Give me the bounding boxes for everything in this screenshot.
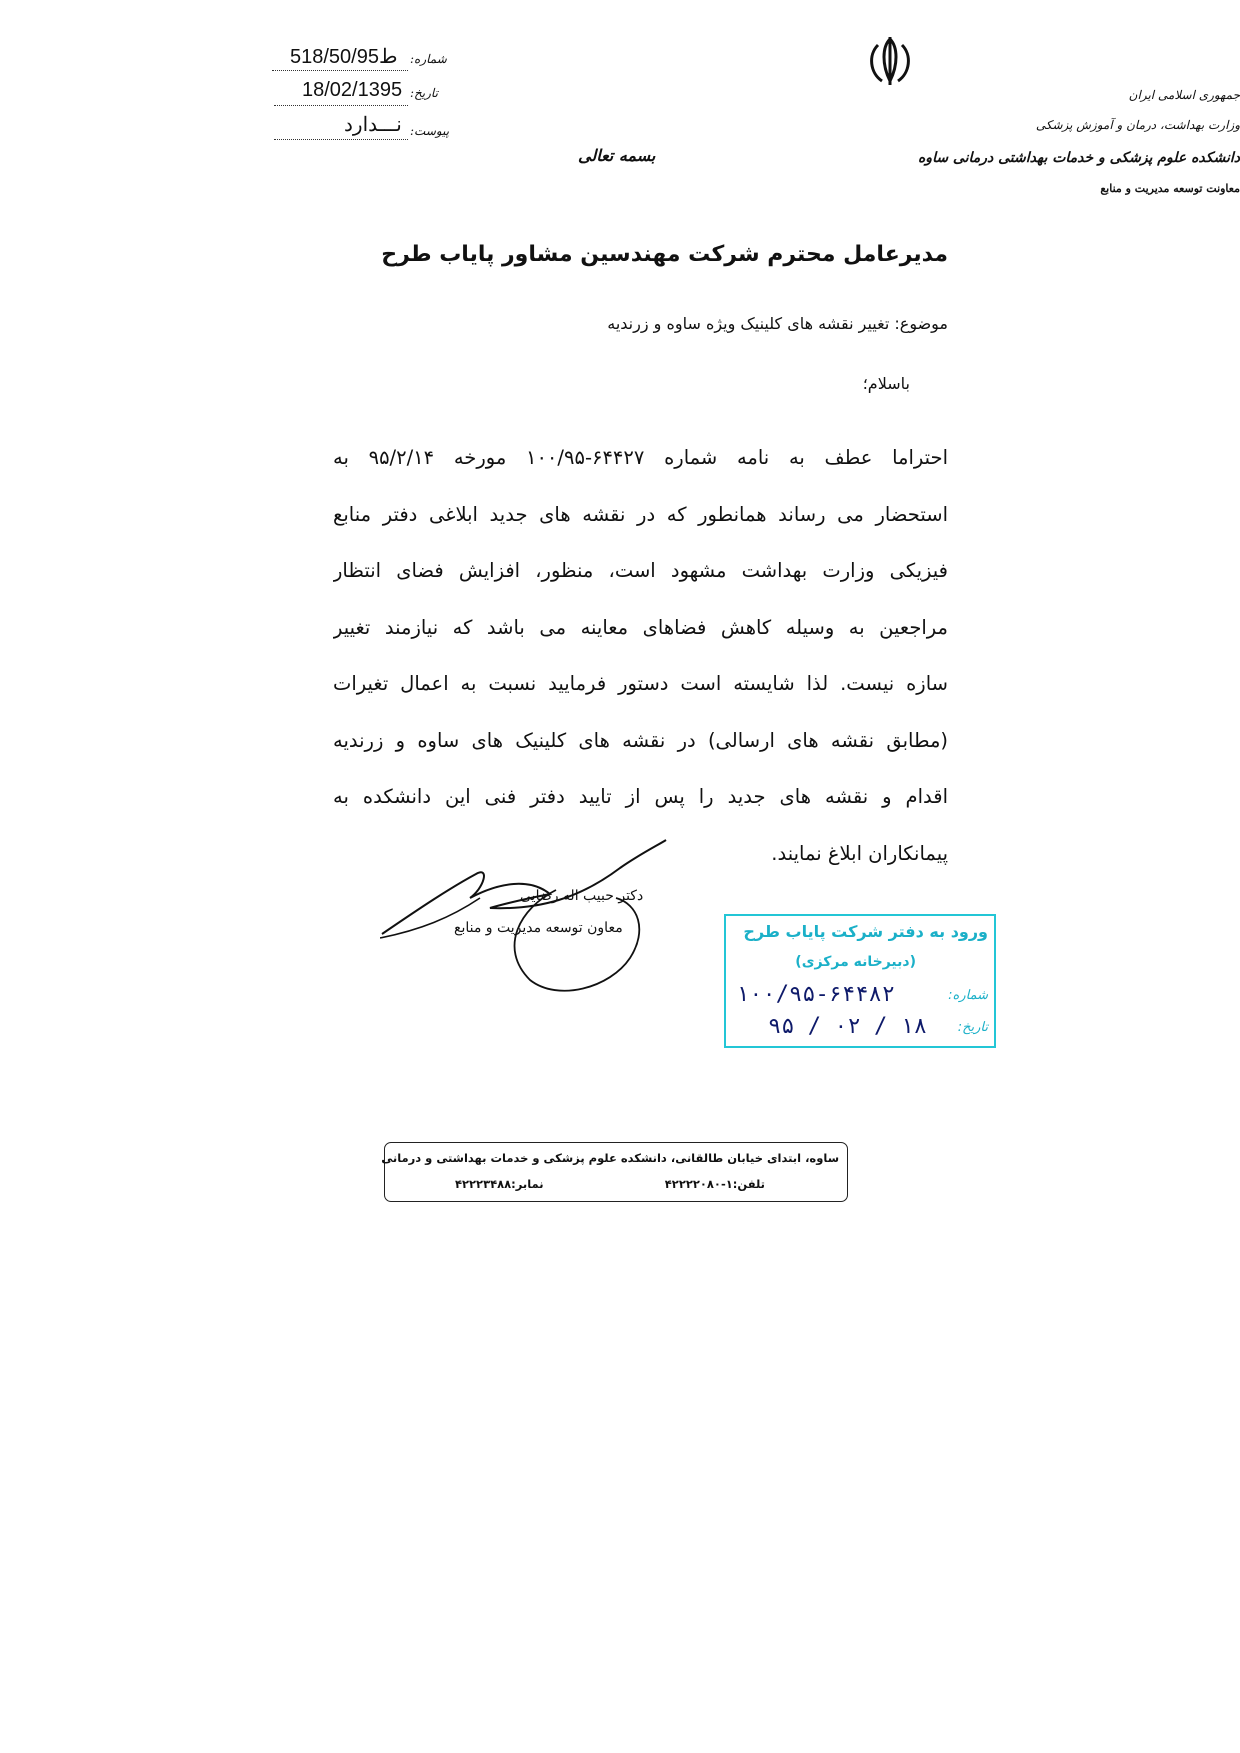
footer-fax: نمابر:۴۲۲۲۳۴۸۸ xyxy=(455,1177,544,1191)
body-line: فیزیکی وزارت بهداشت مشهود است، منظور، افزایش فضای انتظار xyxy=(333,559,948,582)
attachment-value: نـــدارد xyxy=(344,114,402,136)
body-line: اقدام و نقشه های جدید را پس از تایید دفتر فنی این دانشکده به xyxy=(333,785,948,808)
attachment-underline xyxy=(274,139,408,140)
bismillah-heading: بسمه تعالی xyxy=(578,146,656,165)
stamp-number-value: ۱۰۰/۹۵-۶۴۴۸۲ xyxy=(736,982,895,1007)
attachment-label: پیوست: xyxy=(410,124,450,138)
republic-line: جمهوری اسلامی ایران xyxy=(1128,88,1240,102)
footer-address: ساوه، ابتدای خیابان طالقانی، دانشکده علوم پزشکی و خدمات بهداشتی و درمانی xyxy=(381,1151,839,1165)
letter-body xyxy=(333,438,948,890)
university-line: دانشکده علوم پزشکی و خدمات بهداشتی درمانی ساوه xyxy=(917,150,1240,166)
stamp-subtitle: (دبیرخانه مرکزی) xyxy=(795,954,916,970)
footer-phone: تلفن:۱-۴۲۲۲۲۰۸۰ xyxy=(664,1177,765,1191)
stamp-date-value: ۹۵ / ۰۲ / ۱۸ xyxy=(768,1014,927,1039)
body-line: مراجعین به وسیله کاهش فضاهای معاینه می باشد که نیازمند تغییر xyxy=(333,615,948,639)
letter-date-value: 18/02/1395 xyxy=(302,79,403,101)
letter-greeting: باسلام؛ xyxy=(862,374,910,393)
body-line: پیمانکاران ابلاغ نمایند. xyxy=(771,841,948,865)
signatory-name: دکتر حبیب اله رضایی xyxy=(520,888,644,904)
deputy-line: معاونت توسعه مدیریت و منابع xyxy=(1100,182,1240,195)
letter-number-label: شماره: xyxy=(410,52,447,66)
number-underline xyxy=(272,70,408,71)
handwritten-signature xyxy=(380,838,670,998)
stamp-date-label: تاریخ: xyxy=(957,1020,988,1035)
body-line: استحضار می رساند همانطور که در نقشه های جدید ابلاغی دفتر منابع xyxy=(333,502,948,526)
letter-number-value: 518/50/ط95 xyxy=(290,46,398,68)
stamp-number-label: شماره: xyxy=(948,988,988,1003)
signatory-title: معاون توسعه مدیریت و منابع xyxy=(454,920,623,936)
letter-date-label: تاریخ: xyxy=(410,86,438,100)
body-line: احتراما عطف به نامه شماره ۶۴۴۲۷-۱۰۰/۹۵ مورخه ۹۵/۲/۱۴ به xyxy=(333,446,948,469)
footer-address-box xyxy=(381,1142,848,1202)
stamp-title: ورود به دفتر شرکت پایاب طرح xyxy=(743,922,988,941)
date-underline xyxy=(274,105,408,106)
ministry-line: وزارت بهداشت، درمان و آموزش پزشکی xyxy=(1035,118,1240,132)
body-line: (مطابق نقشه های ارسالی) در نقشه های کلینیک های ساوه و زرندیه xyxy=(333,728,948,752)
iran-emblem-icon xyxy=(862,35,918,87)
letter-addressee: مدیرعامل محترم شرکت مهندسین مشاور پایاب طرح xyxy=(381,242,948,267)
body-line: سازه نیست. لذا شایسته است دستور فرمایید نسبت به اعمال تغیرات xyxy=(333,672,948,695)
letter-subject: موضوع: تغییر نقشه های کلینیک ویژه ساوه و زرندیه xyxy=(607,314,948,333)
receipt-stamp xyxy=(724,914,996,1048)
